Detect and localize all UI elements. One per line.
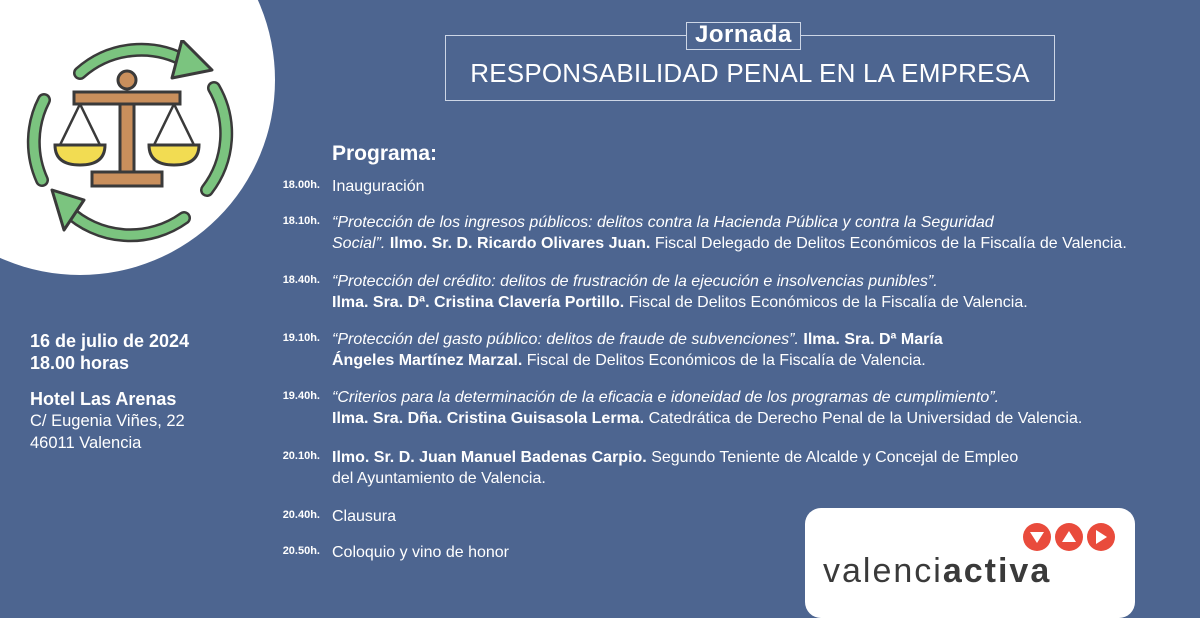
item-time: 18.00h. bbox=[282, 179, 320, 191]
venue-name: Hotel Las Arenas bbox=[30, 389, 177, 409]
item-time: 20.10h. bbox=[282, 450, 320, 462]
speaker-role-cont: del Ayuntamiento de Valencia. bbox=[332, 470, 546, 487]
event-time: 18.00 horas bbox=[30, 353, 130, 373]
program-item bbox=[270, 212, 1170, 254]
logo-wordmark: valenciactiva bbox=[823, 552, 1052, 590]
speaker-role: Fiscal de Delitos Económicos de la Fiscalía de Valencia. bbox=[628, 294, 1028, 311]
logo-marks-icon bbox=[1022, 522, 1116, 552]
program-item bbox=[270, 176, 1170, 197]
talk-title: “Criterios para la determinación de la eficacia e idoneidad de los programas de cumplimiento”. bbox=[332, 389, 1000, 406]
event-info bbox=[30, 330, 189, 454]
valencia-activa-logo bbox=[805, 508, 1135, 618]
speaker-name-cont: Ángeles Martínez Marzal. bbox=[332, 352, 523, 369]
justice-scale-icon bbox=[22, 40, 242, 245]
speaker-name: Ilma. Sra. Dª María bbox=[803, 331, 943, 348]
speaker-role: Segundo Teniente de Alcalde y Concejal de Empleo bbox=[651, 449, 1019, 466]
item-text: Inauguración bbox=[332, 178, 425, 195]
item-time: 18.10h. bbox=[282, 215, 320, 227]
item-time: 18.40h. bbox=[282, 274, 320, 286]
speaker-name: Ilmo. Sr. D. Juan Manuel Badenas Carpio. bbox=[332, 449, 647, 466]
talk-title: “Protección de los ingresos públicos: delitos contra la Hacienda Pública y contra la Seguridad bbox=[332, 214, 994, 231]
item-time: 20.40h. bbox=[282, 509, 320, 521]
speaker-role: Fiscal Delegado de Delitos Económicos de la Fiscalía de Valencia. bbox=[654, 235, 1127, 252]
venue-city: 46011 Valencia bbox=[30, 434, 142, 452]
item-time: 19.40h. bbox=[282, 390, 320, 402]
event-title: RESPONSABILIDAD PENAL EN LA EMPRESA bbox=[470, 58, 1030, 88]
talk-title: “Protección del crédito: delitos de frustración de la ejecución e insolvencias punibles”. bbox=[332, 273, 938, 290]
speaker-name: Ilmo. Sr. D. Ricardo Olivares Juan. bbox=[389, 235, 651, 252]
item-time: 19.10h. bbox=[282, 332, 320, 344]
speaker-name: Ilma. Sra. Dª. Cristina Clavería Portillo. bbox=[332, 294, 625, 311]
program-item bbox=[270, 271, 1170, 313]
event-type-tag: Jornada bbox=[686, 22, 801, 50]
item-text: Clausura bbox=[332, 508, 397, 525]
speaker-role: Fiscal de Delitos Económicos de la Fiscalía de Valencia. bbox=[526, 352, 926, 369]
event-date: 16 de julio de 2024 bbox=[30, 331, 190, 351]
item-text: Coloquio y vino de honor bbox=[332, 544, 510, 561]
program-item bbox=[270, 387, 1170, 429]
program-item bbox=[270, 329, 1170, 371]
talk-title-end: Social”. bbox=[332, 235, 386, 252]
program-title: Programa: bbox=[332, 142, 438, 165]
item-time: 20.50h. bbox=[282, 545, 320, 557]
program-item bbox=[270, 447, 1170, 489]
event-title-box bbox=[445, 21, 1055, 101]
venue-address: C/ Eugenia Viñes, 22 bbox=[30, 412, 185, 430]
talk-title: “Protección del gasto público: delitos de fraude de subvenciones”. bbox=[332, 331, 799, 348]
speaker-role: Catedrática de Derecho Penal de la Universidad de Valencia. bbox=[648, 410, 1083, 427]
speaker-name: Ilma. Sra. Dña. Cristina Guisasola Lerma. bbox=[332, 410, 645, 427]
